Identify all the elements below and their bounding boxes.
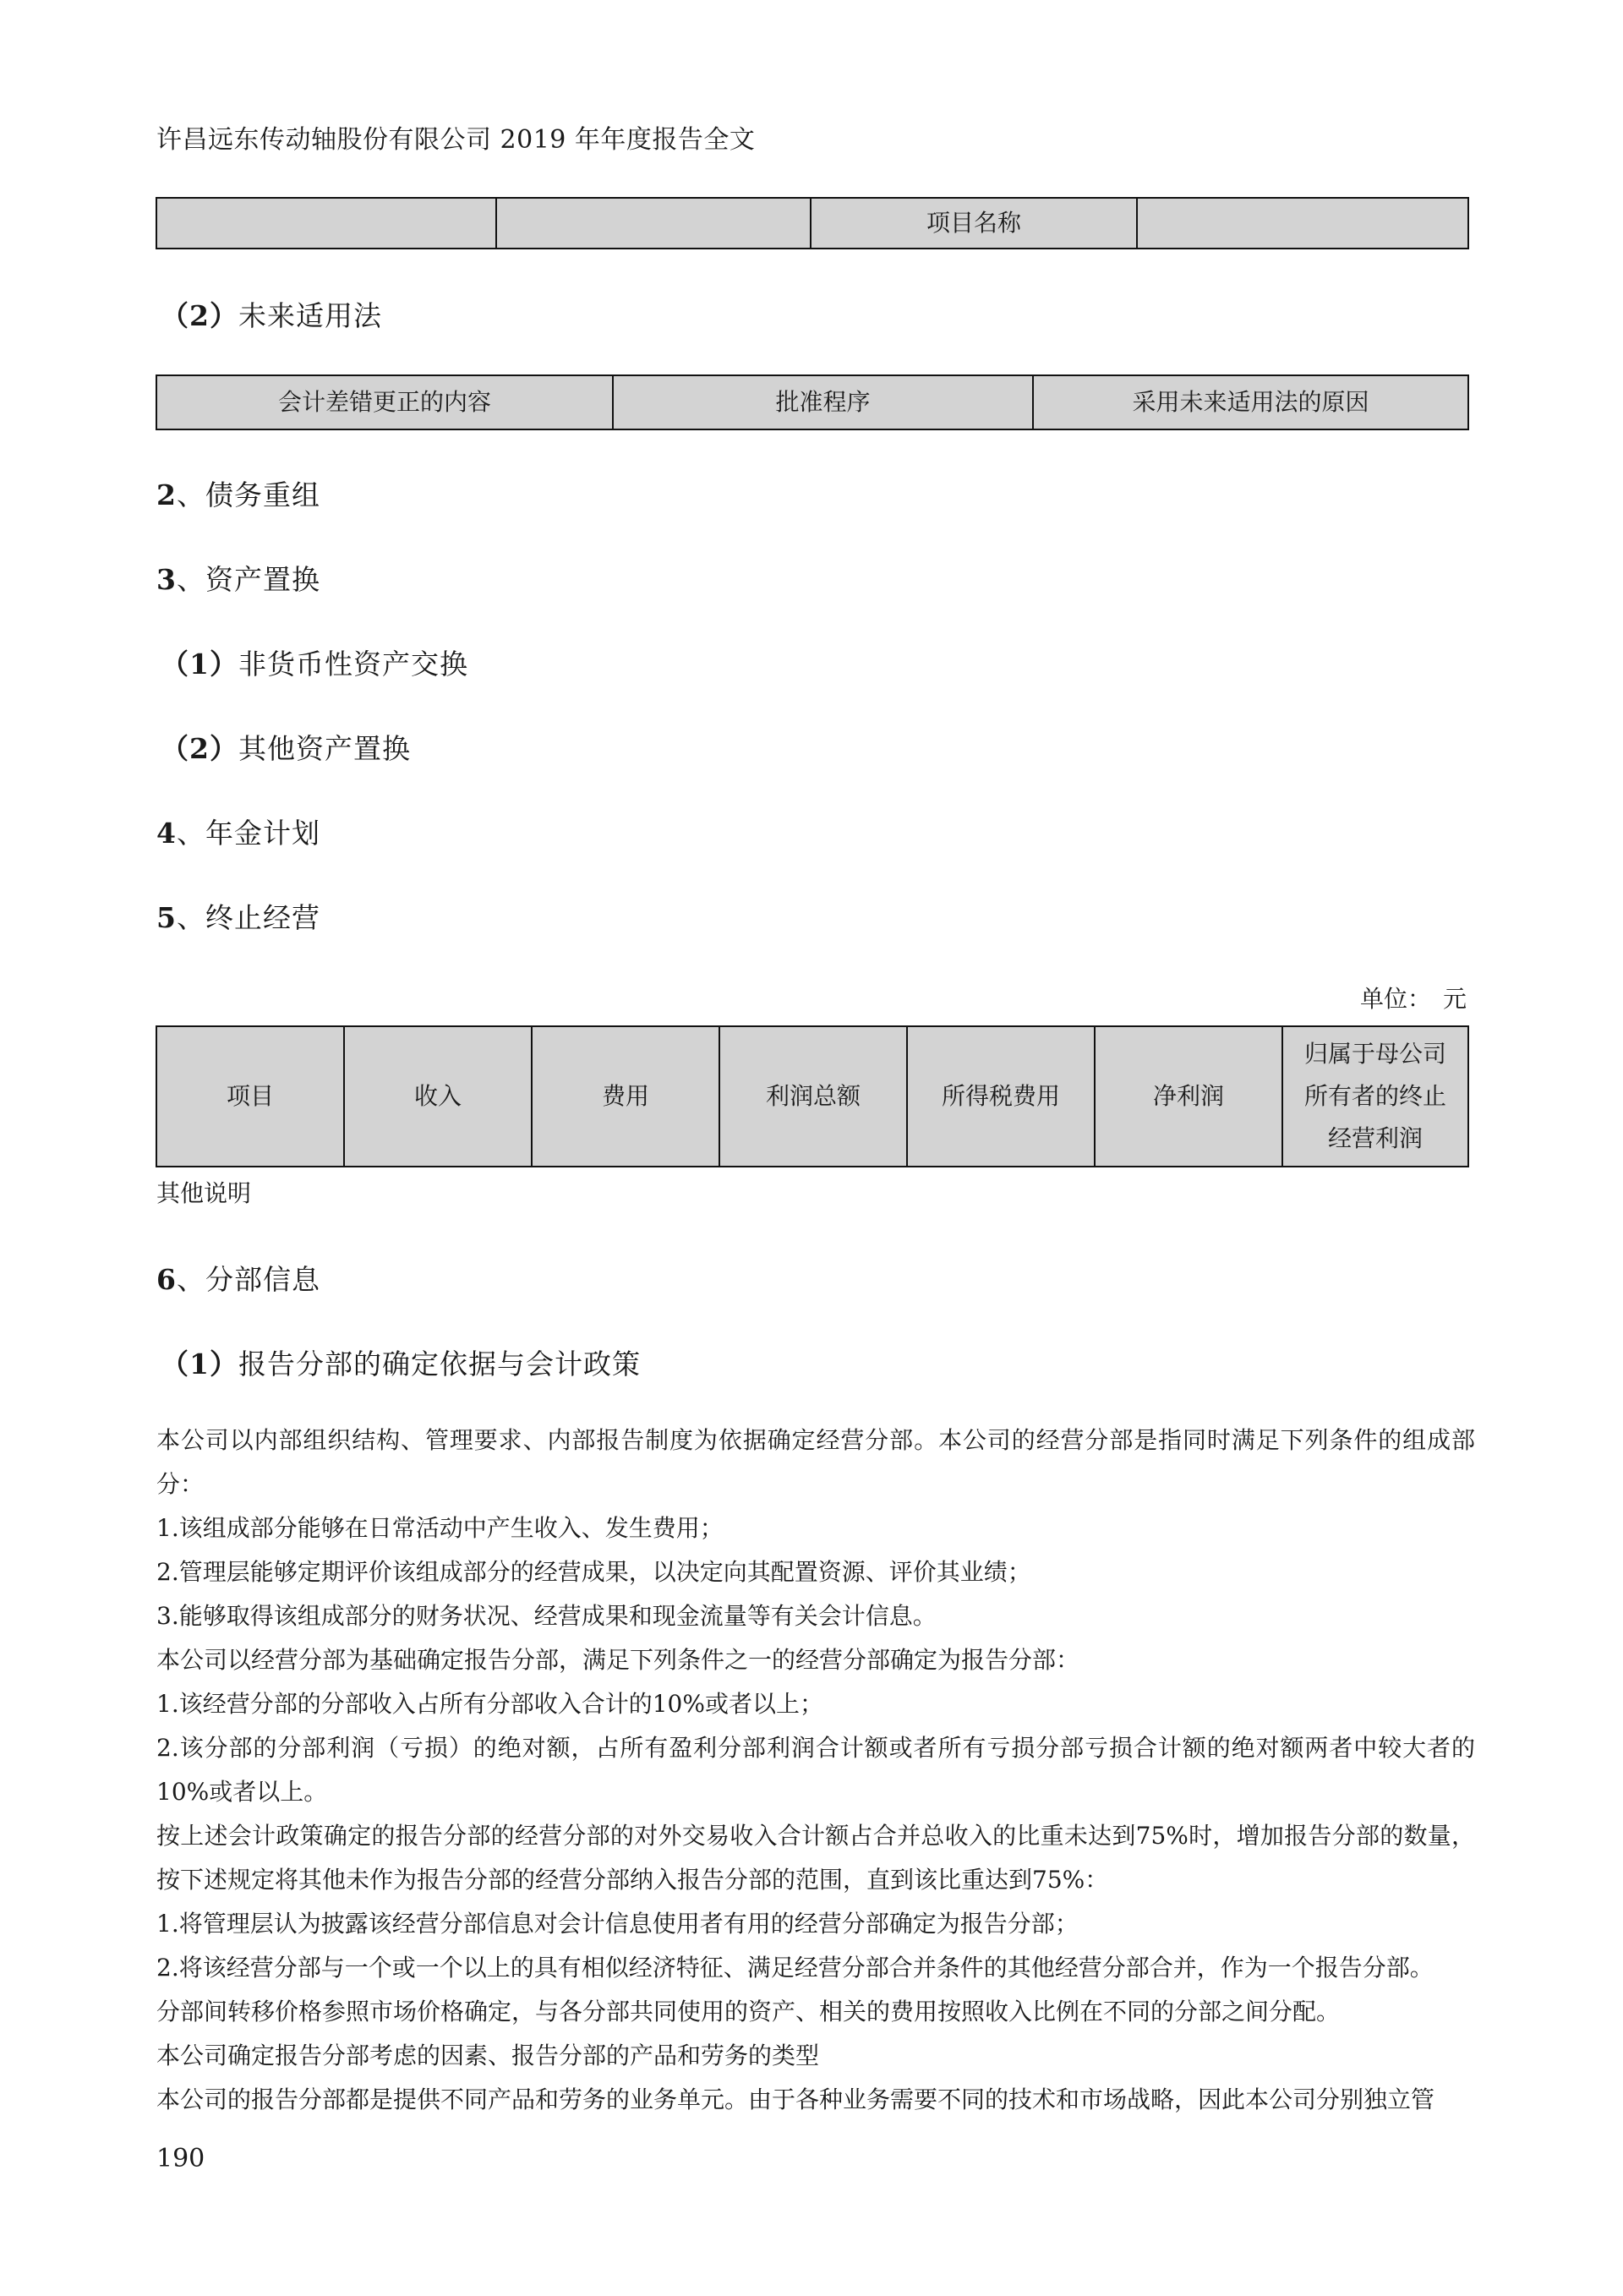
section-heading-segment-basis bbox=[161, 1342, 641, 1382]
section-heading-prospective bbox=[161, 294, 382, 334]
paragraph: 1.该组成部分能够在日常活动中产生收入、发生费用； bbox=[156, 1514, 724, 1542]
discontinued-operations-table bbox=[156, 1025, 1469, 1167]
paragraph: 2.管理层能够定期评价该组成部分的经营成果，以决定向其配置资源、评价其业绩； bbox=[156, 1558, 1031, 1586]
column-header: 净利润 bbox=[1095, 1026, 1282, 1167]
segment-policy-text bbox=[156, 1419, 1475, 2122]
section-heading-other-asset-swap bbox=[161, 727, 411, 767]
section-title: 非货币性资产交换 bbox=[238, 648, 468, 681]
column-header: 所得税费用 bbox=[907, 1026, 1095, 1167]
section-heading-asset-swap bbox=[156, 558, 320, 598]
column-header: 费用 bbox=[532, 1026, 719, 1167]
section-number: 2 bbox=[156, 478, 177, 511]
paragraph: 本公司以经营分部为基础确定报告分部，满足下列条件之一的经营分部确定为报告分部： bbox=[156, 1646, 1080, 1674]
paragraph: 1.将管理层认为披露该经营分部信息对会计信息使用者有用的经营分部确定为报告分部； bbox=[156, 1910, 1079, 1938]
column-header: 利润总额 bbox=[719, 1026, 907, 1167]
header-line: 所有者的终止 bbox=[1303, 1082, 1446, 1110]
separator: 、 bbox=[176, 478, 205, 511]
section-heading-segment-info bbox=[156, 1258, 320, 1298]
column-header: 收入 bbox=[344, 1026, 532, 1167]
section-title: 分部信息 bbox=[205, 1263, 320, 1296]
report-header: 许昌远东传动轴股份有限公司 2019 年年度报告全文 bbox=[156, 125, 756, 155]
paragraph: 2.该分部的分部利润（亏损）的绝对额，占所有盈利分部利润合计额或者所有亏损分部亏损合计额的绝对额两者中较大者的10%或者以上。 bbox=[156, 1734, 1475, 1806]
section-title: 年金计划 bbox=[205, 817, 320, 850]
section-heading-discontinued-operations bbox=[156, 896, 320, 936]
section-title: 终止经营 bbox=[205, 901, 320, 934]
column-header: 采用未来适用法的原因 bbox=[1033, 375, 1468, 429]
column-header: 项目 bbox=[156, 1026, 344, 1167]
paragraph: 分部间转移价格参照市场价格确定，与各分部共同使用的资产、相关的费用按照收入比例在不同的分部之间分配。 bbox=[156, 1998, 1341, 2025]
table-cell bbox=[156, 198, 496, 249]
separator: 、 bbox=[176, 563, 205, 596]
section-title: 报告分部的确定依据与会计政策 bbox=[238, 1348, 641, 1380]
header-line: 经营利润 bbox=[1327, 1124, 1423, 1152]
other-note: 其他说明 bbox=[156, 1179, 252, 1207]
section-heading-annuity-plan bbox=[156, 812, 320, 851]
section-title: 债务重组 bbox=[205, 478, 320, 511]
header-line: 归属于母公司 bbox=[1303, 1040, 1446, 1068]
column-header-attributable-profit bbox=[1282, 1026, 1468, 1167]
paragraph: 3.能够取得该组成部分的财务状况、经营成果和现金流量等有关会计信息。 bbox=[156, 1602, 937, 1630]
table-cell bbox=[1137, 198, 1468, 249]
paragraph: 1.该经营分部的分部收入占所有分部收入合计的10%或者以上； bbox=[156, 1690, 823, 1718]
section-title: 其他资产置换 bbox=[238, 732, 411, 765]
table-cell: 项目名称 bbox=[811, 198, 1137, 249]
separator: 、 bbox=[176, 901, 205, 934]
paragraph: 本公司以内部组织结构、管理要求、内部报告制度为依据确定经营分部。本公司的经营分部是指同时满足下列条件的组成部分： bbox=[156, 1426, 1475, 1498]
table-cell bbox=[496, 198, 811, 249]
paragraph: 本公司确定报告分部考虑的因素、报告分部的产品和劳务的类型 bbox=[156, 2042, 820, 2069]
paragraph: 本公司的报告分部都是提供不同产品和劳务的业务单元。由于各种业务需要不同的技术和市场战略，因此本公司分别独立管 bbox=[156, 2086, 1435, 2113]
paragraph: 2.将该经营分部与一个或一个以上的具有相似经济特征、满足经营分部合并条件的其他经营分部合并，作为一个报告分部。 bbox=[156, 1954, 1434, 1982]
section-number: （2） bbox=[161, 732, 238, 765]
column-header: 批准程序 bbox=[613, 375, 1033, 429]
column-header: 会计差错更正的内容 bbox=[156, 375, 613, 429]
separator: 、 bbox=[176, 1263, 205, 1296]
section-number: （2） bbox=[161, 299, 238, 332]
section-number: 5 bbox=[156, 901, 177, 934]
section-number: 6 bbox=[156, 1263, 177, 1296]
section-title: 资产置换 bbox=[205, 563, 320, 596]
section-heading-debt-restructuring bbox=[156, 473, 320, 513]
unit-label: 单位： 元 bbox=[1359, 985, 1467, 1013]
paragraph: 按上述会计政策确定的报告分部的经营分部的对外交易收入合计额占合并总收入的比重未达到75%时，增加报告分部的数量，按下述规定将其他未作为报告分部的经营分部纳入报告分部的范围，直到该比重达到75%： bbox=[156, 1822, 1475, 1894]
section-number: （1） bbox=[161, 648, 238, 681]
prospective-method-table bbox=[156, 374, 1469, 430]
section-title: 未来适用法 bbox=[238, 299, 382, 332]
section-heading-nonmonetary-exchange bbox=[161, 642, 468, 682]
section-number: 3 bbox=[156, 563, 177, 596]
page-number: 190 bbox=[156, 2144, 205, 2173]
section-number: 4 bbox=[156, 817, 177, 850]
project-name-table bbox=[156, 197, 1469, 249]
separator: 、 bbox=[176, 817, 205, 850]
section-number: （1） bbox=[161, 1348, 238, 1380]
